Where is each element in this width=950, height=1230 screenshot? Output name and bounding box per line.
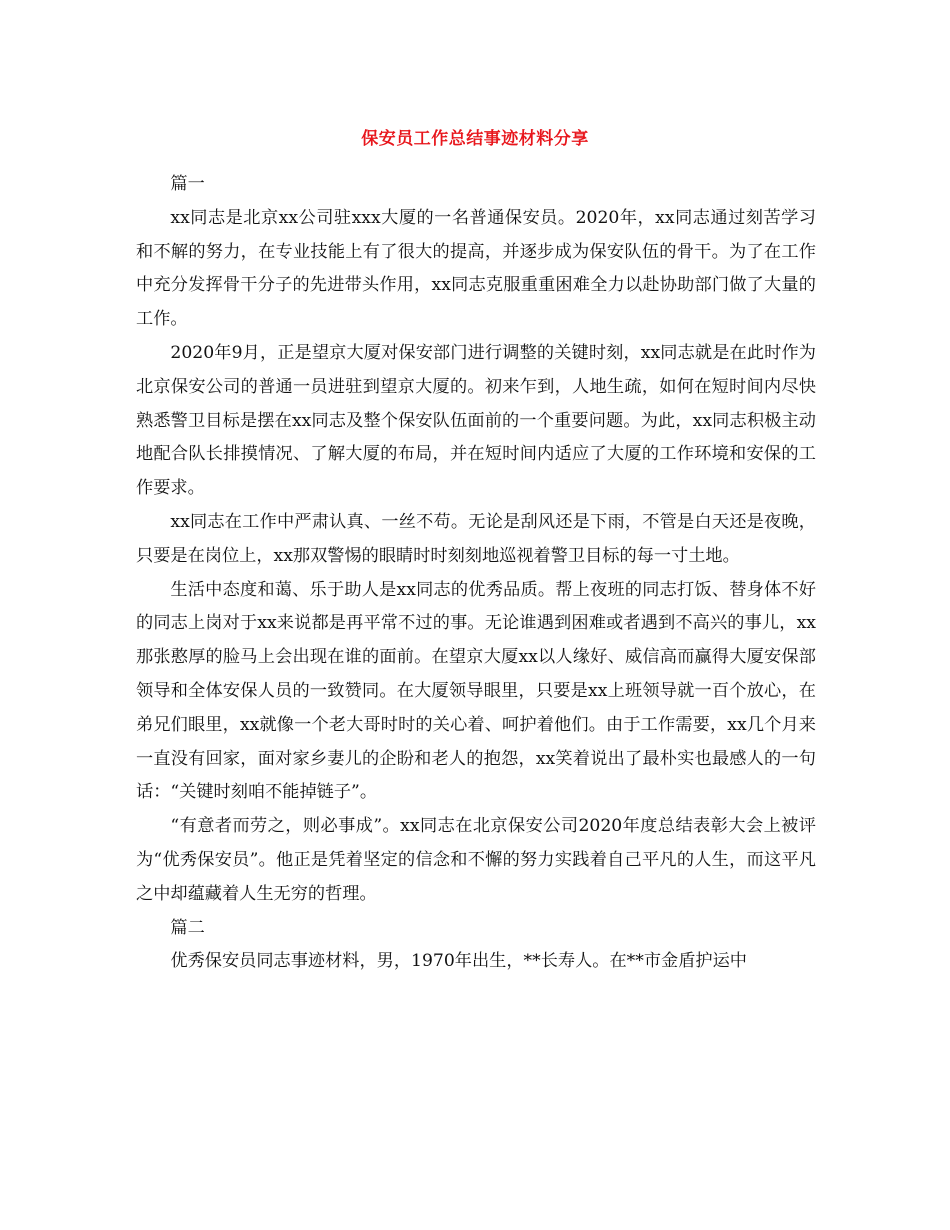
body-paragraph: 生活中态度和蔼、乐于助人是xx同志的优秀品质。帮上夜班的同志打饭、替身体不好的同志上岗对于xx来说都是再平常不过的事。无论谁遇到困难或者遇到不高兴的事儿，xx那张憨厚的脸马上会出现在谁的面前。在望京大厦xx以人缘好、威信高而赢得大厦安保部领导和全体安保人员的一致赞同。在大厦领导眼里，只要是xx上班领导就一百个放心，在弟兄们眼里，xx就像一个老大哥时时的关心着、呵护着他们。由于工作需要，xx几个月来一直没有回家，面对家乡妻儿的企盼和老人的抱怨，xx笑着说出了最朴实也最感人的一句话：“关键时刻咱不能掉链子”。	[136, 579, 816, 803]
section-heading: 篇一	[170, 174, 205, 194]
section-heading: 篇二	[170, 917, 205, 938]
body-paragraph: 优秀保安员同志事迹材料，男，1970年出生，**长寿人。在**市金盾护运中	[170, 951, 747, 972]
body-paragraph: xx同志在工作中严肃认真、一丝不苟。无论是刮风还是下雨，不管是白天还是夜晚，只要是在岗位上，xx那双警惕的眼睛时时刻刻地巡视着警卫目标的每一寸土地。	[136, 511, 816, 566]
body-paragraph: 2020年9月，正是望京大厦对保安部门进行调整的关键时刻，xx同志就是在此时作为北京保安公司的普通一员进驻到望京大厦的。初来乍到，人地生疏，如何在短时间内尽快熟悉警卫目标是摆在xx同志及整个保安队伍面前的一个重要问题。为此，xx同志积极主动地配合队长排摸情况、了解大厦的布局，并在短时间内适应了大厦的工作环境和安保的工作要求。	[136, 342, 816, 499]
document-title: 保安员工作总结事迹材料分享	[361, 129, 589, 149]
body-paragraph: “有意者而劳之，则必事成”。xx同志在北京保安公司2020年度总结表彰大会上被评为“优秀保安员”。他正是凭着坚定的信念和不懈的努力实践着自己平凡的人生，而这平凡之中却蕴藏着人生无穷的哲理。	[136, 816, 816, 904]
body-paragraph: xx同志是北京xx公司驻xxx大厦的一名普通保安员。2020年，xx同志通过刻苦学习和不解的努力，在专业技能上有了很大的提高，并逐步成为保安队伍的骨干。为了在工作中充分发挥骨干分子的先进带头作用，xx同志克服重重困难全力以赴协助部门做了大量的工作。	[136, 207, 816, 330]
document-body	[136, 168, 816, 979]
